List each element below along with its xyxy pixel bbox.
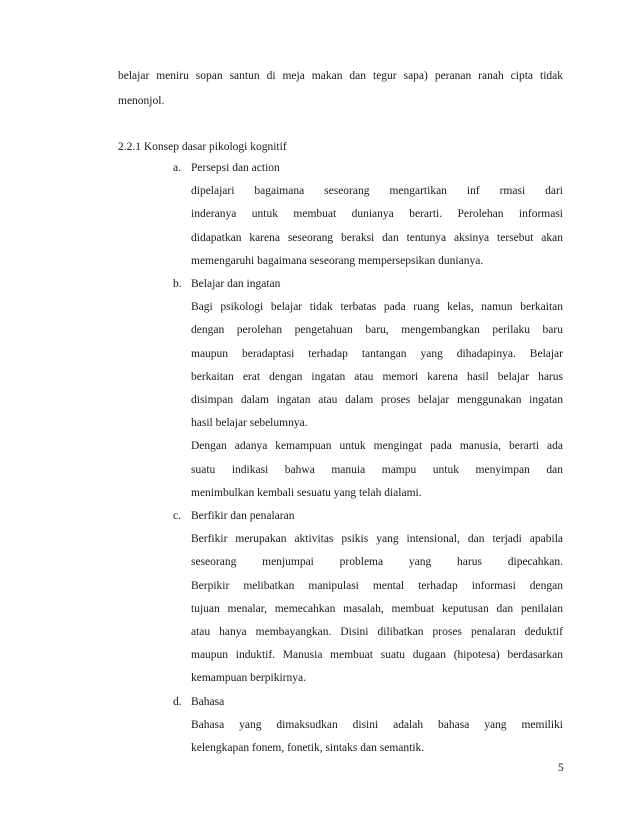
body-line: memengaruhi bagaimana seseorang mempersepsikan dunianya.: [191, 254, 484, 267]
subsection-title: Berfikir dan penalaran: [191, 510, 295, 522]
page-number: 5: [558, 762, 564, 774]
body-line: menimbulkan kembali sesuatu yang telah dialami.: [191, 486, 422, 499]
body-line: Berfikir merupakan aktivitas psikis yang intensional, dan terjadi apabila: [191, 533, 563, 546]
body-line: Bagi psikologi belajar tidak terbatas pada ruang kelas, namun berkaitan: [191, 301, 563, 314]
body-line: dengan perolehan pengetahuan baru, mengembangkan perilaku baru: [191, 324, 563, 337]
intro-line: menonjol.: [118, 95, 165, 107]
body-line: tujuan menalar, memecahkan masalah, membuat keputusan dan penilaian: [191, 602, 563, 615]
intro-line: belajar meniru sopan santun di meja makan dan tegur sapa) peranan ranah cipta tidak: [118, 70, 563, 82]
subsection-marker: b.: [173, 278, 182, 290]
body-line: hasil belajar sebelumnya.: [191, 417, 308, 430]
body-line: didapatkan karena seseorang beraksi dan tentunya aksinya tersebut akan: [191, 231, 563, 244]
body-line: kelengkapan fonem, fonetik, sintaks dan semantik.: [191, 742, 425, 754]
body-line: dipelajari bagaimana seseorang mengartikan inf rmasi dari: [191, 185, 563, 198]
body-line: kemampuan berpikirnya.: [191, 672, 306, 685]
body-line: disimpan dalam ingatan atau dalam proses belajar menggunakan ingatan: [191, 394, 563, 406]
section-heading: 2.2.1 Konsep dasar pikologi kognitif: [118, 141, 287, 153]
subsection-marker: d.: [173, 695, 182, 708]
subsection-marker: c.: [173, 510, 181, 522]
subsection-title: Persepsi dan action: [191, 162, 280, 174]
body-line: berkaitan erat dengan ingatan atau memori karena hasil belajar harus: [191, 370, 563, 383]
subsection-marker: a.: [173, 162, 181, 174]
body-line: Bahasa yang dimaksudkan disini adalah bahasa yang memiliki: [191, 718, 563, 731]
subsection-title: Bahasa: [191, 695, 225, 708]
body-line: Dengan adanya kemampuan untuk mengingat pada manusia, berarti ada: [191, 440, 563, 453]
body-line: Berpikir melibatkan manipulasi mental terhadap informasi dengan: [191, 579, 563, 592]
subsection-title: Belajar dan ingatan: [191, 278, 281, 290]
body-line: inderanya untuk membuat dunianya berarti. Perolehan informasi: [191, 208, 563, 221]
body-line: seseorang menjumpai problema yang harus dipecahkan.: [191, 556, 563, 569]
body-line: suatu indikasi bahwa manuia mampu untuk menyimpan dan: [191, 463, 563, 476]
body-line: maupun beradaptasi terhadap tantangan yang dihadapinya. Belajar: [191, 347, 563, 360]
body-line: maupun induktif. Manusia membuat suatu dugaan (hipotesa) berdasarkan: [191, 649, 563, 662]
body-line: atau hanya membayangkan. Disini dilibatkan proses penalaran deduktif: [191, 626, 563, 638]
